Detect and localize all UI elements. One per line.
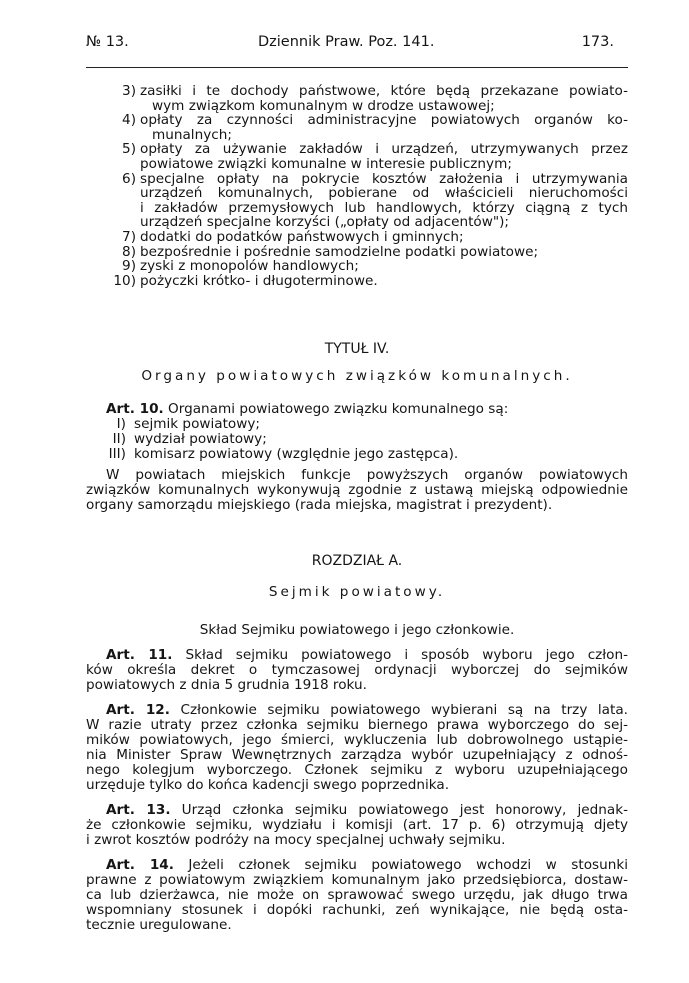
article-label: Art. 11.	[106, 647, 173, 663]
article-10	[86, 402, 628, 417]
list-line: i zakładów przemysłowych lub handlowych, którzy ciągną z tych	[140, 199, 628, 216]
list-item	[104, 447, 524, 462]
article-12	[86, 703, 628, 793]
list-line: urządzeń specjalne korzyści („opłaty od adjacentów");	[140, 214, 509, 231]
article-line: wspomniany stosunek i dopóki rachunki, zeń wynikające, nie będą osta-	[86, 902, 628, 918]
issue-number: № 13.	[86, 34, 129, 50]
article-10-paragraph	[86, 468, 628, 513]
article-line	[86, 402, 628, 417]
list-item-number: 5)	[122, 141, 136, 158]
list-line: urządzeń komunalnych, pobierane od właścicieli nieruchomości	[140, 185, 628, 202]
header-rule	[86, 67, 628, 68]
list-item	[104, 245, 628, 260]
article-line: że członkowie sejmiku, wydziału i komisji (art. 17 p. 6) otrzymują djety	[86, 817, 628, 833]
article-text: Organami powiatowego związku komunalnego są:	[168, 401, 509, 417]
article-label: Art. 14.	[106, 857, 174, 873]
article-text: Urząd członka sejmiku powiatowego jest honorowy, jednak-	[181, 802, 629, 818]
article-line	[86, 858, 628, 873]
article-line: ków określa dekret o tymczasowej ordynacji wyborczej do sejmików	[86, 662, 628, 678]
list-line: powiatowe związki komunalne w interesie publicznym;	[140, 155, 512, 172]
article-line: tecznie uregulowane.	[86, 917, 232, 933]
journal-title: Dziennik Praw. Poz. 141.	[258, 34, 435, 50]
article-line: nia Minister Spraw Wewnętrznych zarządza wybór uzupełniający z odnoś-	[86, 747, 628, 763]
article-label: Art. 10.	[106, 401, 164, 417]
section-heading: Skład Sejmiku powiatowego i jego członkowie.	[199, 622, 515, 638]
list-item-number: 6)	[122, 170, 136, 187]
article-line: powiatowych z dnia 5 grudnia 1918 roku.	[86, 677, 367, 693]
list-item-number: 8)	[122, 243, 136, 260]
list-line: pożyczki krótko- i długoterminowe.	[140, 272, 378, 289]
list-item	[104, 172, 628, 230]
list-line: wym związkom komunalnym w drodze ustawowej;	[152, 97, 495, 114]
article-line: urzęduje tylko do końca kadencji swego poprzednika.	[86, 777, 450, 793]
article-line: i zwrot kosztów podróży na mocy specjalnej uchwały sejmiku.	[86, 832, 506, 848]
list-item-number: II)	[112, 431, 126, 447]
list-line: opłaty za używanie zakładów i urządzeń, utrzymywanych przez	[140, 141, 628, 158]
article-13	[86, 803, 628, 848]
chapter-subheading: Sejmik powiatowy.	[268, 584, 446, 600]
article-line: W powiatach miejskich funkcje powyższych organów powiatowych	[106, 467, 628, 483]
list-item	[104, 417, 524, 432]
list-item-text: komisarz powiatowy (względnie jego zastępca).	[134, 446, 459, 462]
list-item	[104, 142, 628, 171]
article-line: związków komunalnych wykonywują zgodnie z ustawą miejską odpowiednie	[86, 482, 628, 498]
list-line: specjalne opłaty na pokrycie kosztów założenia i utrzymywania	[140, 170, 628, 187]
list-item	[104, 259, 628, 274]
article-line: W razie utraty przez członka sejmiku biernego prawa wyborczego do sej-	[86, 717, 628, 733]
list-item	[104, 274, 628, 289]
page-number: 173.	[581, 34, 614, 50]
article-line: mików powiatowych, jego śmierci, wykluczenia lub dobrowolnego ustąpie-	[86, 732, 628, 748]
article-line: nego kolegjum wyborczego. Członek sejmiku z wyboru uzupełniającego	[86, 762, 628, 778]
list-line: zasiłki i te dochody państwowe, które będą przekazane powiato-	[140, 83, 628, 99]
list-item-text: wydział powiatowy;	[134, 431, 267, 447]
list-item	[104, 84, 628, 113]
list-item-number: 3)	[122, 83, 136, 99]
list-item-number: 4)	[122, 112, 136, 129]
list-item	[104, 113, 628, 142]
list-item-number: III)	[108, 446, 126, 462]
article-line: organy samorządu miejskiego (rada miejska, magistrat i prezydent).	[86, 497, 553, 513]
list-line: munalnych;	[152, 126, 232, 143]
article-line: ca lub dzierżawca, nie może on sprawować swego urzędu, jak długo trwa	[86, 887, 628, 903]
article-line	[86, 803, 628, 818]
list-line: opłaty za czynności administracyjne powiatowych organów ko-	[140, 112, 628, 129]
organs-list	[104, 417, 524, 462]
list-item	[104, 230, 628, 245]
article-11	[86, 648, 628, 693]
article-line	[86, 703, 628, 718]
list-item-number: 9)	[122, 258, 136, 275]
article-line	[86, 648, 628, 663]
list-line: dodatki do podatków państwowych i gminnych;	[140, 228, 464, 245]
article-line: prawne z powiatowym związkiem komunalnym jako przedsiębiorca, dostaw-	[86, 872, 628, 888]
list-item-text: sejmik powiatowy;	[134, 416, 260, 432]
chapter-heading: ROZDZIAŁ A.	[311, 553, 403, 569]
article-label: Art. 13.	[106, 802, 171, 818]
article-text: Członkowie sejmiku powiatowego wybierani są na trzy lata.	[180, 702, 628, 718]
article-text: Jeżeli członek sejmiku powiatowego wchodzi w stosunki	[188, 857, 629, 873]
list-line: zyski z monopolów handlowych;	[140, 258, 359, 275]
article-14	[86, 858, 628, 933]
income-list	[104, 84, 628, 288]
list-item-number: 7)	[122, 228, 136, 245]
list-line: bezpośrednie i pośrednie samodzielne podatki powiatowe;	[140, 243, 539, 260]
article-text: Skład sejmiku powiatowego i sposób wyboru jego człon-	[185, 647, 629, 663]
title-subheading: Organy powiatowych związków komunalnych.	[141, 368, 573, 384]
article-label: Art. 12.	[106, 702, 170, 718]
list-item-number: I)	[116, 416, 126, 432]
page-header	[86, 34, 614, 58]
title-heading: TYTUŁ IV.	[324, 341, 390, 357]
list-item-number: 10)	[113, 272, 136, 289]
list-item	[104, 432, 524, 447]
